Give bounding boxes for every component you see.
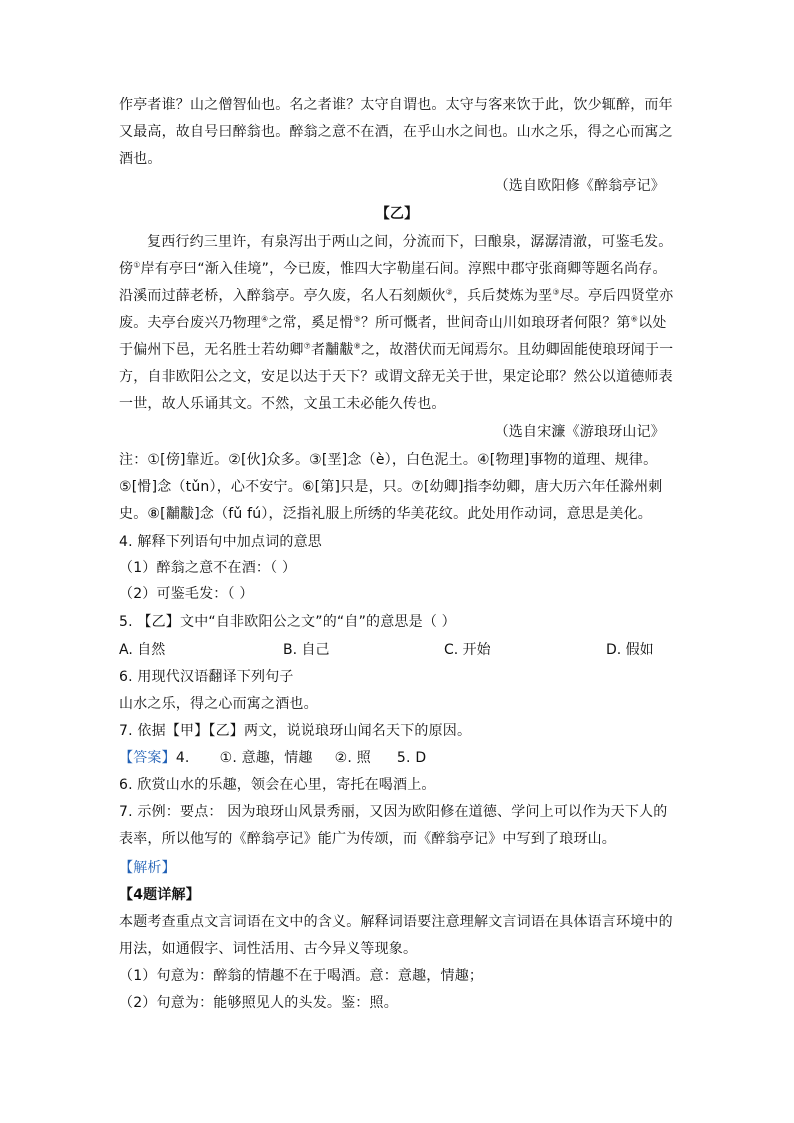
analysis-line-2: 用法，如通假字、词性活用、古今异义等现象。 [119, 941, 418, 957]
notes-line-1: 注：①[傍]靠近。②[伙]众多。③[垩]念（è），白色泥土。④[物理]事物的道理、规律。 [119, 452, 658, 468]
yi-text-line-1: 复西行约三里许，有泉泻出于两山之间，分流而下，曰酿泉，潺潺清澈，可鉴毛发。 [147, 234, 673, 250]
answer-7-line-2: 表率，所以他写的《醉翁亭记》能广为传颂，而《醉翁亭记》中写到了琅玡山。 [119, 831, 616, 847]
yi-text-line-2: 傍①岸有亭曰“渐入佳境”，今已废，惟四大字勒崖石间。淳熙中郡守张商卿等题名尚存。 [119, 260, 667, 277]
analysis-subtitle: 【4题详解】 [119, 887, 200, 903]
note-mark: ⑧ [353, 341, 361, 351]
jia-text-line-2: 又最高，故自号曰醉翁也。醉翁之意不在酒，在乎山水之间也。山水之乐，得之心而寓之 [119, 124, 673, 140]
question-5: 5. 【乙】文中“自非欧阳公之文”的“自”的意思是（ ） [119, 614, 456, 630]
yi-text-line-4: 废。夫亭台废兴乃物理④之常，奚足愲⑤？所可慨者，世间奇山川如琅玡者何限？第⑥以处 [119, 314, 667, 331]
answer-tag: 【答案】 [119, 750, 176, 766]
yi-text-line-6: 方，自非欧阳公之文，安足以达于天下？或谓文辞无关于世，果定论耶？然公以道德师表 [119, 369, 673, 385]
yi-text-line-3: 沿溪而过薛老桥，入醉翁亭。亭久废，名人石刻颇伙②，兵后焚炼为垩③尽。亭后四贤堂亦 [119, 287, 674, 304]
yi-title: 【乙】 [375, 206, 419, 222]
yi-source: （选自宋濂《游琅玡山记》 [494, 424, 665, 440]
answer-7-line-1: 7. 示例：要点： 因为琅玡山风景秀丽，又因为欧阳修在道德、学问上可以作为天下人的 [119, 804, 668, 820]
question-7: 7. 依据【甲】【乙】两文，说说琅玡山闻名天下的原因。 [119, 723, 472, 739]
question-4-item-2: （2）可鉴毛发：（ ） [119, 586, 254, 602]
question-6: 6. 用现代汉语翻译下列句子 [119, 669, 294, 685]
yi-text-line-7: 一世，故人乐诵其文。不然，文虽工未必能久传也。 [119, 396, 446, 412]
question-6-sentence: 山水之乐，得之心而寓之酒也。 [119, 696, 318, 712]
answer-line: 【答案】4. ①. 意趣，情趣 ②. 照 5. D [119, 750, 427, 766]
note-mark: ⑦ [303, 341, 311, 351]
analysis-line-4: （2）句意为：能够照见人的头发。鉴：照。 [119, 995, 398, 1011]
analysis-tag: 【解析】 [119, 860, 176, 876]
note-mark: ② [445, 287, 453, 297]
analysis-line-3: （1）句意为：醉翁的情趣不在于喝酒。意：意趣，情趣； [119, 968, 484, 984]
notes-line-2: ⑤[愲]念（tǔn），心不安宁。⑥[第]只是，只。⑦[幼卿]指李幼卿，唐大历六年任滁州刺 [119, 479, 663, 495]
jia-source: （选自欧阳修《醉翁亭记》 [494, 178, 665, 194]
notes-line-3: 史。⑧[黼黻]念（fǔ fú），泛指礼服上所绣的华美花纹。此处用作动词，意思是美化。 [119, 506, 652, 522]
jia-text-line-3: 酒也。 [119, 151, 162, 167]
option-b: B. 自己 [283, 642, 330, 658]
option-a: A. 自然 [119, 642, 166, 658]
note-mark: ① [133, 260, 141, 270]
answer-6: 6. 欣赏山水的乐趣，领会在心里，寄托在喝酒上。 [119, 777, 436, 793]
note-mark: ④ [261, 314, 269, 324]
option-c: C. 开始 [444, 642, 491, 658]
note-mark: ③ [552, 287, 560, 297]
yi-text-line-5: 于偏州下邑，无名胜士若幼卿⑦者黼黻⑧之，故潜伏而无闻焉尔。且幼卿固能使琅玡闻于一 [119, 341, 674, 358]
question-4-item-1: （1）醉翁之意不在酒：（ ） [119, 560, 297, 576]
jia-text-line-1: 作亭者谁？山之僧智仙也。名之者谁？太守自谓也。太守与客来饮于此，饮少辄醉，而年 [119, 97, 673, 113]
note-mark: ⑥ [630, 314, 639, 324]
option-d: D. 假如 [606, 642, 654, 658]
question-4: 4. 解释下列语句中加点词的意思 [119, 534, 323, 550]
note-mark: ⑤ [353, 314, 361, 324]
analysis-line-1: 本题考查重点文言词语在文中的含义。解释词语要注意理解文言词语在具体语言环境中的 [119, 914, 673, 930]
